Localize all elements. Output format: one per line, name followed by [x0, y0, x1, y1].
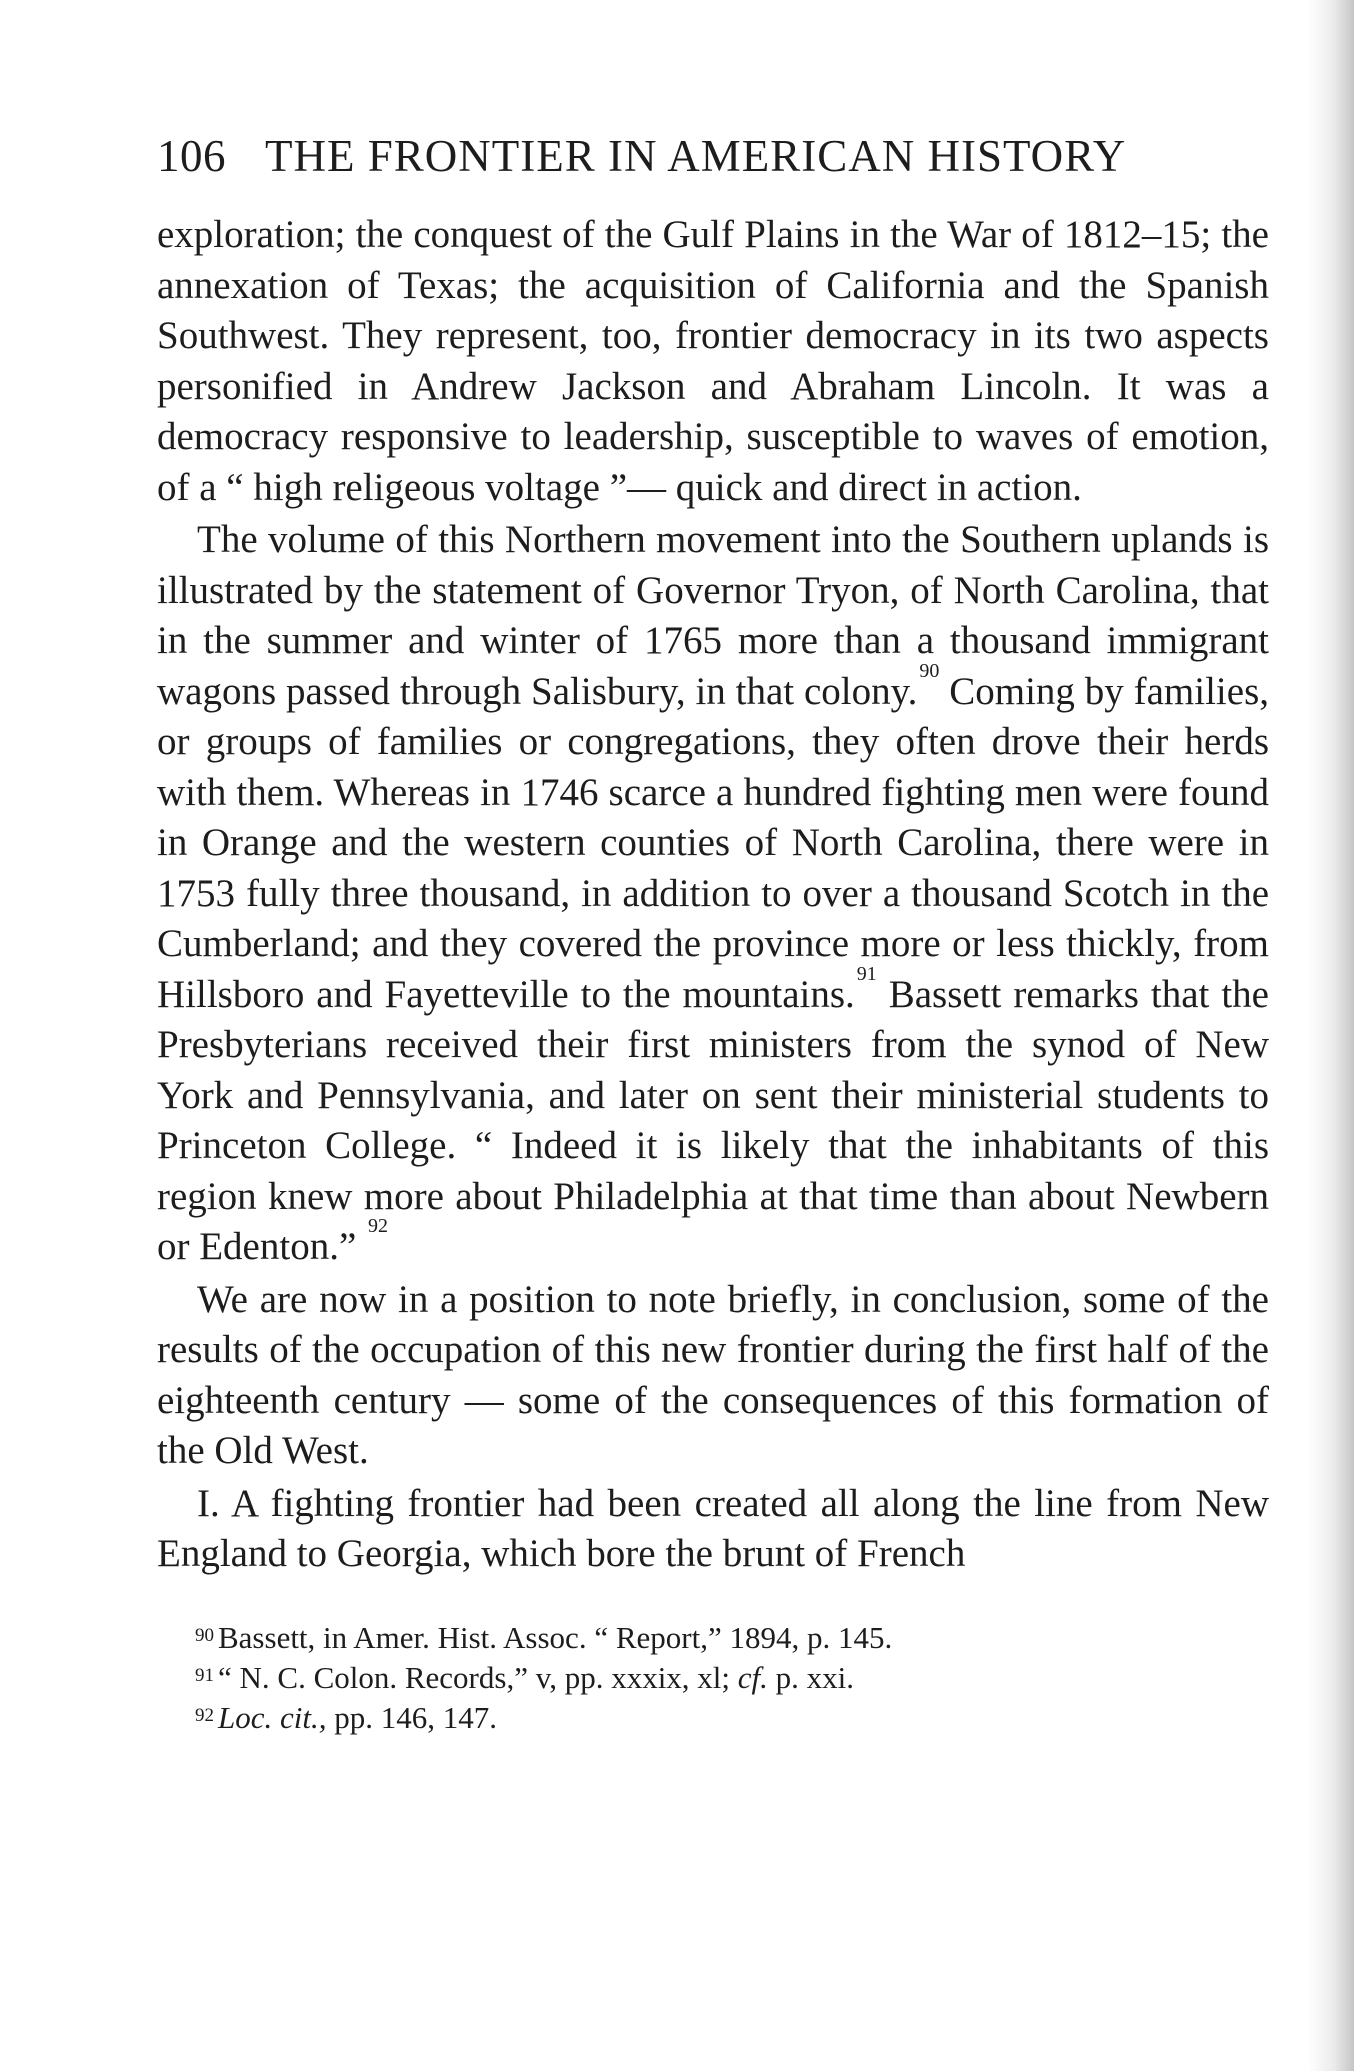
paragraph-continuation [157, 210, 1269, 513]
paragraph-text-part: Coming by families, or groups of families or congregations, they often drove their herds with them. Whereas in 1746 scarce a hundred fighting men were found in Orange and the western counties of North Carolina, there were in 1753 fully three thousand, in addition to over a thousand Scotch in the Cumberland; and they covered the province more or less thickly, from Hillsboro and Fayetteville to the mountains. [157, 669, 1270, 1016]
footnote-ref-92: 92 [368, 1215, 389, 1237]
footnote-number: 90 [195, 1624, 214, 1646]
footnote-text: p. xxi. [767, 1659, 855, 1695]
running-title: THE FRONTIER IN AMERICAN HISTORY [265, 131, 1127, 181]
paragraph-fighting-frontier [157, 1479, 1269, 1580]
footnote-number: 92 [195, 1704, 214, 1726]
book-page [157, 128, 1269, 1738]
paragraph-northern-movement [157, 515, 1269, 1273]
paragraph-text-part: Bassett remarks that the Presbyterians received their first ministers from the synod of New York and Pennsylvania, and later on sent their ministerial students to Princeton College. “ Indeed it is likely that the inhabitants of this region knew more about Philadelphia at that time than about Newbern or Edenton.” [157, 972, 1269, 1268]
paragraph-text: I. A fighting frontier had been created all along the line from New England to Georgia, which bore the brunt of French [157, 1481, 1269, 1575]
footnote-ref-91: 91 [856, 962, 877, 985]
page-number: 106 [157, 131, 226, 181]
footnote-text: Bassett, in Amer. Hist. Assoc. “ Report,” 1894, p. 145. [218, 1619, 893, 1655]
paragraph-text: exploration; the conquest of the Gulf Plains in the War of 1812–15; the annexation of Texas; the acquisition of California and the Spanish Southwest. They represent, too, frontier democracy in its two aspects personified in Andrew Jackson and Abraham Lincoln. It was a democracy responsive to leadership, susceptible to waves of emotion, of a “ high religeous voltage ”— quick and direct in action. [157, 213, 1269, 509]
footnotes [157, 1618, 1269, 1738]
paragraph-text: We are now in a position to note briefly, in conclusion, some of the results of the occupation of this new frontier during the first half of the eighteenth century — some of the consequences of this formation of the Old West. [157, 1277, 1269, 1472]
footnote-number: 91 [195, 1664, 214, 1686]
footnote-ref-90: 90 [919, 659, 940, 682]
footnote-loc-cit: Loc. cit., [218, 1699, 327, 1735]
paragraph-conclusion [157, 1275, 1269, 1477]
footnote-92 [195, 1698, 1269, 1738]
paragraph-text-part: The volume of this Northern movement into the Southern uplands is illustrated by the statement of Governor Tryon, of North Carolina, that in the summer and winter of 1765 more than a thousand immigrant wagons passed through Salisbury, in that colony. [157, 518, 1269, 713]
footnote-text: “ N. C. Colon. Records,” v, pp. xxxix, xl; [218, 1659, 738, 1695]
footnote-text: pp. 146, 147. [326, 1699, 497, 1735]
footnote-91 [195, 1658, 1269, 1698]
body-text [157, 210, 1269, 1580]
footnote-cf: cf. [737, 1659, 768, 1695]
footnote-90 [195, 1618, 1269, 1658]
running-header [157, 128, 1269, 184]
page-edge-shadow [1308, 0, 1354, 2071]
